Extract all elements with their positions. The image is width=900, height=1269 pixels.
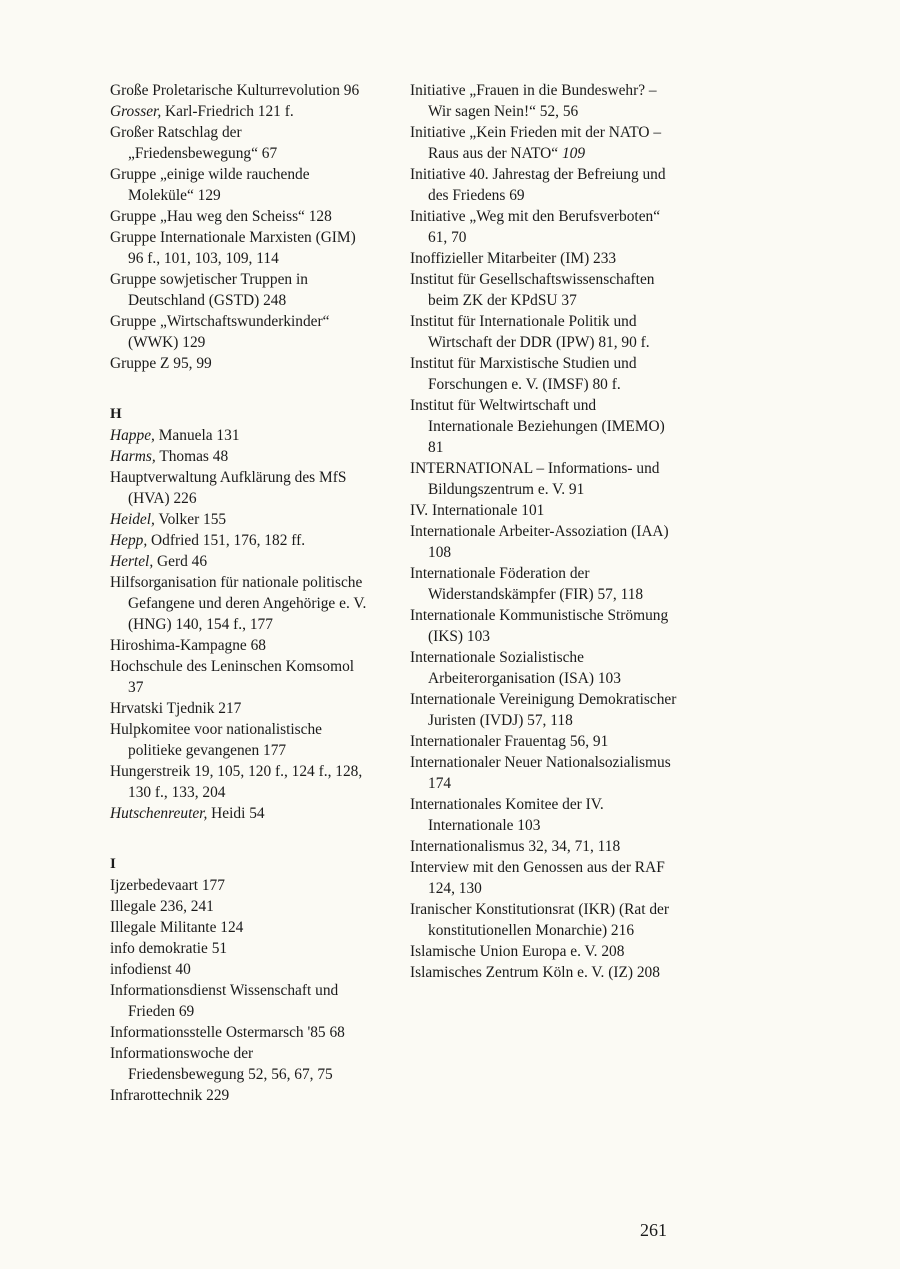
index-entry: Illegale 236, 241: [110, 898, 214, 915]
index-entry: Hertel, Gerd 46: [110, 553, 208, 570]
index-entry: Hepp, Odfried 151, 176, 182 ff.: [110, 532, 306, 549]
index-entry: Heidel, Volker 155: [110, 511, 227, 528]
index-entry: Internationaler Neuer Nationalsozialismus 174: [410, 754, 671, 792]
index-entry: Internationalismus 32, 34, 71, 118: [410, 838, 621, 855]
left-column: [110, 80, 372, 1106]
index-entry: Große Proletarische Kulturrevolution 96: [110, 82, 360, 99]
index-entry: Institut für Internationale Politik und Wirtschaft der DDR (IPW) 81, 90 f.: [410, 313, 650, 351]
index-entry: Hochschule des Leninschen Komsomol 37: [110, 658, 355, 696]
index-entry: Internationales Komitee der IV. Internationale 103: [410, 796, 604, 834]
index-entry: Institut für Weltwirtschaft und Internationale Beziehungen (IMEMO) 81: [410, 397, 665, 456]
index-entry: Gruppe sowjetischer Truppen in Deutschland (GSTD) 248: [110, 271, 308, 309]
right-column: [410, 80, 682, 983]
index-entry: Informationsdienst Wissenschaft und Frieden 69: [110, 982, 339, 1020]
index-entry: Islamische Union Europa e. V. 208: [410, 943, 625, 960]
index-entry: Hulpkomitee voor nationalistische politieke gevangenen 177: [110, 721, 323, 759]
index-entry: Happe, Manuela 131: [110, 427, 240, 444]
index-entry: [410, 122, 682, 164]
index-entry: Illegale Militante 124: [110, 919, 244, 936]
index-entry: Internationale Vereinigung Demokratischer Juristen (IVDJ) 57, 118: [410, 691, 677, 729]
index-entry: Internationale Kommunistische Strömung (IKS) 103: [410, 607, 669, 645]
index-entry: Islamisches Zentrum Köln e. V. (IZ) 208: [410, 964, 660, 981]
index-entry: Hilfsorganisation für nationale politische Gefangene und deren Angehörige e. V. (HNG) 140, 154 f., 177: [110, 574, 367, 633]
index-entry: INTERNATIONAL – Informations- und Bildungszentrum e. V. 91: [410, 460, 660, 498]
index-entry: Hiroshima-Kampagne 68: [110, 637, 267, 654]
index-entry: Initiative „Weg mit den Berufsverboten“ 61, 70: [410, 208, 661, 246]
index-entry: Infrarottechnik 229: [110, 1087, 230, 1104]
index-entry: Hutschenreuter, Heidi 54: [110, 805, 265, 822]
index-entry: Internationale Arbeiter-Assoziation (IAA) 108: [410, 523, 669, 561]
index-entry: Informationswoche der Friedensbewegung 52, 56, 67, 75: [110, 1045, 333, 1083]
index-entry: Grosser, Karl-Friedrich 121 f.: [110, 103, 294, 120]
index-entry: Institut für Gesellschaftswissenschaften beim ZK der KPdSU 37: [410, 271, 655, 309]
entry-text: Initiative „Kein Frieden mit der NATO – Raus aus der NATO“: [410, 124, 662, 162]
index-entry: Gruppe „einige wilde rauchende Moleküle“ 129: [110, 166, 310, 204]
index-entry: Hauptverwaltung Aufklärung des MfS (HVA) 226: [110, 469, 347, 507]
index-entry: infodienst 40: [110, 961, 191, 978]
index-entry: IV. Internationale 101: [410, 502, 545, 519]
index-entry: Gruppe „Wirtschaftswunderkinder“ (WWK) 129: [110, 313, 330, 351]
index-entry: Interview mit den Genossen aus der RAF 124, 130: [410, 859, 665, 897]
index-entry: Initiative 40. Jahrestag der Befreiung und des Friedens 69: [410, 166, 666, 204]
index-entry: Harms, Thomas 48: [110, 448, 229, 465]
index-entry: Gruppe „Hau weg den Scheiss“ 128: [110, 208, 332, 225]
index-entry: Iranischer Konstitutionsrat (IKR) (Rat der konstitutionellen Monarchie) 216: [410, 901, 670, 939]
index-entry: Hrvatski Tjednik 217: [110, 700, 242, 717]
index-entry: Internationaler Frauentag 56, 91: [410, 733, 609, 750]
index-entry: Internationale Sozialistische Arbeiterorganisation (ISA) 103: [410, 649, 621, 687]
index-entry: Initiative „Frauen in die Bundeswehr? – Wir sagen Nein!“ 52, 56: [410, 82, 657, 120]
index-entry: Hungerstreik 19, 105, 120 f., 124 f., 128, 130 f., 133, 204: [110, 763, 363, 801]
index-entry: Großer Ratschlag der „Friedensbewegung“ 67: [110, 124, 278, 162]
index-entry: Informationsstelle Ostermarsch '85 68: [110, 1024, 345, 1041]
page-number: 261: [640, 1220, 667, 1240]
entry-rest: Karl-Friedrich 121 f.: [165, 103, 294, 120]
index-entry: Gruppe Z 95, 99: [110, 355, 212, 372]
index-entry: Gruppe Internationale Marxisten (GIM) 96 f., 101, 103, 109, 114: [110, 229, 356, 267]
index-entry: Institut für Marxistische Studien und Forschungen e. V. (IMSF) 80 f.: [410, 355, 637, 393]
entry-page-ref: 109: [561, 145, 586, 162]
section-letter-i: I: [110, 856, 116, 872]
index-entry: Inoffizieller Mitarbeiter (IM) 233: [410, 250, 617, 267]
index-entry: Ijzerbedevaart 177: [110, 877, 225, 894]
index-entry: Internationale Föderation der Widerstandskämpfer (FIR) 57, 118: [410, 565, 644, 603]
section-letter-h: H: [110, 406, 122, 422]
index-entry: info demokratie 51: [110, 940, 228, 957]
